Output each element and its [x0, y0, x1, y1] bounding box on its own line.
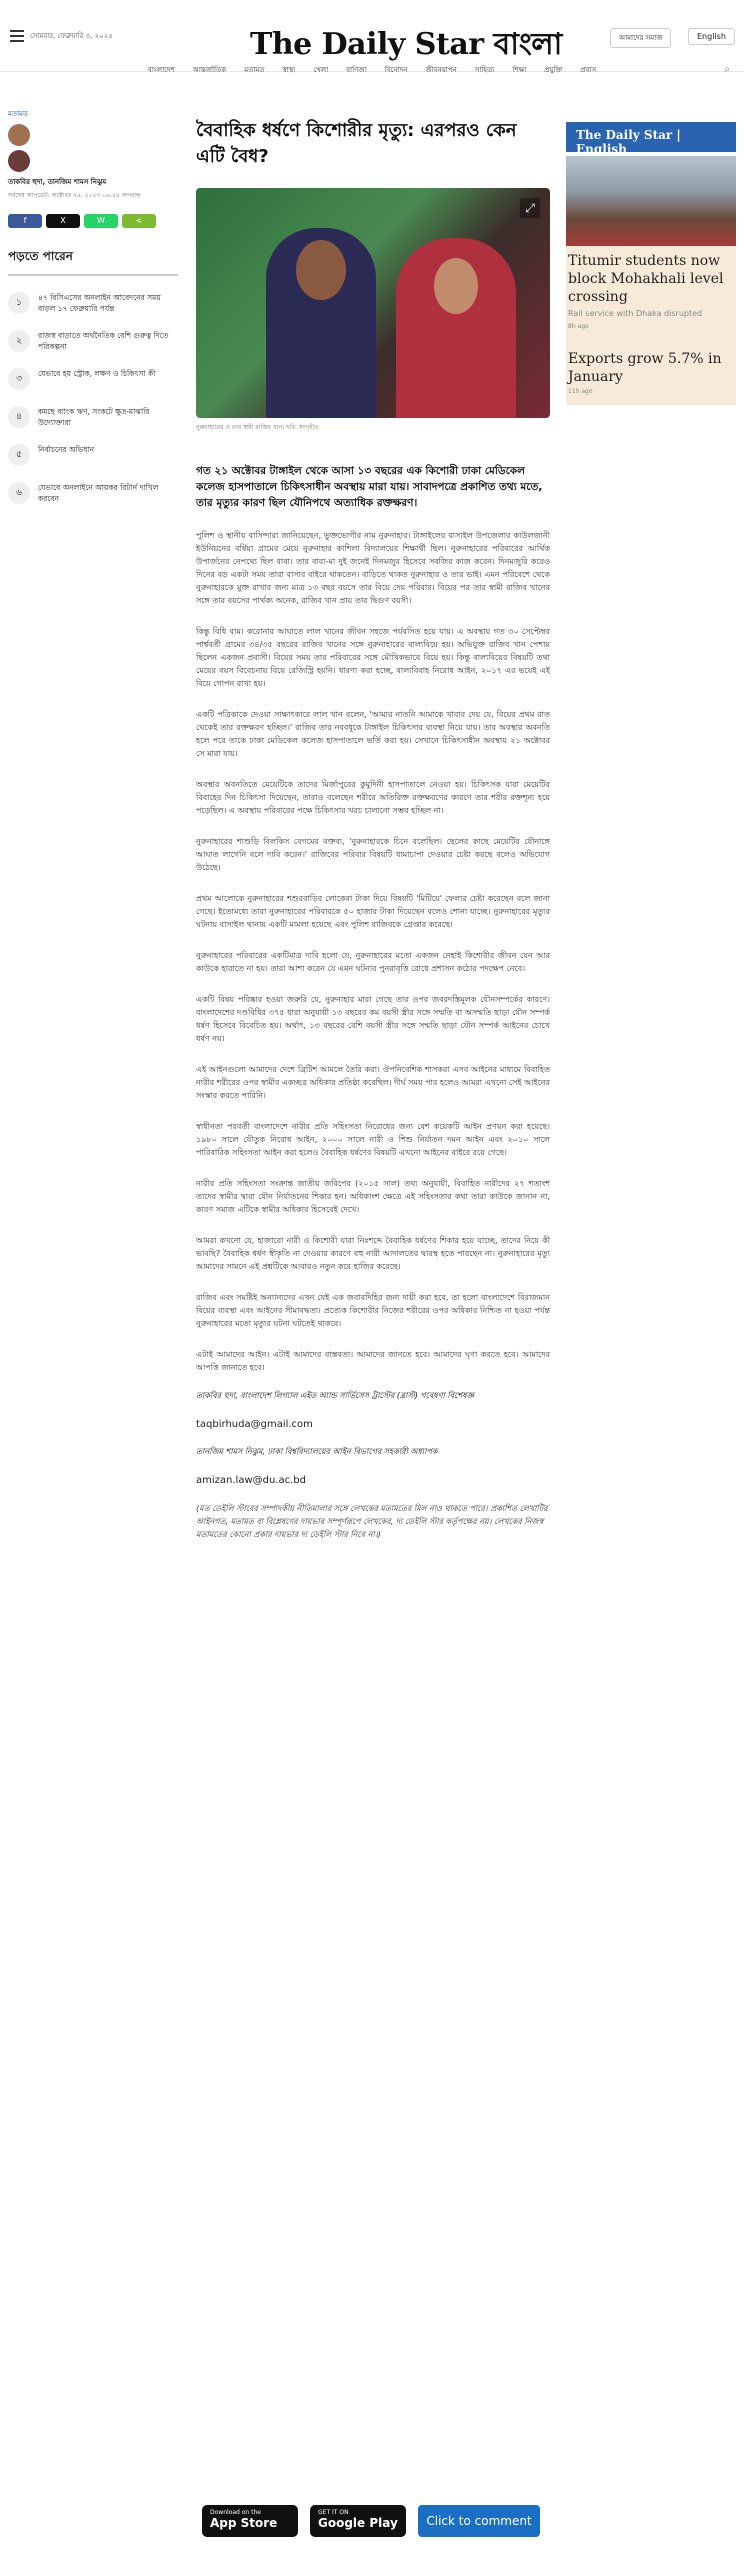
nav-item[interactable]: সাহিত্য: [474, 66, 495, 74]
main-nav: [0, 64, 744, 76]
avatar: [8, 150, 30, 172]
list-text[interactable]: যেভাবে অনলাইনে আয়কর রিটার্ন দাখিল করবেন: [38, 483, 159, 503]
list-item[interactable]: [8, 330, 178, 352]
list-text[interactable]: ৪৭ বিসিএসের অনলাইন আবেদনের সময় বাড়ল ১৭ ফেব্রুয়ারি পর্যন্ত: [38, 293, 161, 313]
photo-face: [296, 240, 346, 300]
photo-person: [266, 228, 376, 418]
article: [196, 118, 550, 1541]
article-paragraph: নুরুনাহারের শাশুড়ি বিলকিস বেগমের বক্তব্য, 'নুরুনাহারকে চিনে বলেছিল। ছেলের কাছে মেয়েটির যৌনাঙ্গে আঘাত লাগেনি বলে দাবি করেন।' রাজিবের পরিবার বিষয়টি ধামাচাপা দেওয়ার চেষ্টা করছে বলেও অভিযোগ উঠেছে।: [196, 837, 550, 872]
news-card-image[interactable]: [566, 156, 736, 246]
article-paragraph: কিন্তু বিধি বাম। করোনার আঘাতে লাল খানের জীবন সহজে পর্যবসিত হয়ে যায়। এ অবস্থায় গত ৩০ সেপ্টেম্বর পার্শ্ববর্তী গ্রামের ৩৪/৩৫ বছরের রাজিব খানের সঙ্গে নুরুনাহারের বাল্যবিয়ে হয়। অভিযুক্ত রাজিব খান পেশায় ছিলেন একজন প্রবাসী। বিয়ের সময় তার পরিবারের সঙ্গে মৌখিকভাবে বিয়ে হয়। কিন্তু বাল্যবিয়ের বিষয়টি তথা মেয়ের বয়স বিবেচনায় বিয়ে রেজিস্ট্রি হয়নি। ধারণা করা হচ্ছে, বাল্যবিবাহ নিরোধ আইন, ২০১৭ এর ভয়েই এই বিয়ে গোপন রাখা হয়।: [196, 627, 550, 688]
right-sidebar: [566, 122, 736, 405]
list-item[interactable]: [8, 482, 178, 504]
article-paragraph: নুরুনাহারের পরিবারের একটিমাত্র দাবি হলো যে, নুরুনাহারের মতো একজন নেহাই কিশোরীর জীবন যেন আর কাউকে হারাতে না হয়। তারা আশা করেন যে এমন ঘটনার পুনরাবৃত্তি রোধে প্রশাসন কঠোর পদক্ষেপ নেবে।: [196, 951, 550, 973]
english-promo-banner[interactable]: The Daily Star | English: [566, 122, 736, 152]
comment-button[interactable]: Click to comment: [418, 2505, 540, 2537]
list-item[interactable]: [8, 368, 178, 390]
article-paragraph: পুলিশ ও স্থানীয় বাসিন্দারা জানিয়েছেন, ভুক্তভোগীর নাম নুরুনাহার। টাঙ্গাইলের বাসাইল উপজেলার কাউলজানী ইউনিয়নের বর্ষিয়া গ্রামের মেয়ে নুরুনাহার কাশিলা বিদ্যালয়ের শিক্ষার্থী ছিল। নুরুনাহারের পরিবারের আর্থিক উপার্জনের নেপথ্যে ছিল বাবা। তার বাবা-মা দুই জনেই দিনমজুর হিসেবে সবজির কাজ করেন। দিনমজুরি করেও দিনের বড় একটা সময় তারা বাসার বাইরে থাকতেন। বাড়িতে থাকত নুরুনাহার ও তার ভাই। এমন পরিবেশে থেকে নুরুনাহারকে মুক্ত রাখার জন্য মাত্র ১৩ বছর বয়সে তার বিয়ে দেয় পরিবার। বিয়ের পর তার স্বামী রাজিব খানের সঙ্গে তার বয়সের পার্থক্য অনেক, রাজিব খান প্রায় তার দ্বিগুণ বয়সী।: [196, 531, 550, 605]
x-share-icon[interactable]: X: [46, 214, 80, 228]
search-icon[interactable]: ⌕: [724, 64, 730, 75]
avatar: [8, 124, 30, 146]
top-bar: [0, 0, 744, 75]
article-paragraph: প্রথম আলোকে নুরুনাহারের শশুরবাড়ির লোকেরা টাকা দিয়ে বিষয়টি 'মিটিয়ে' ফেলার চেষ্টা করেছেন বলে জানা গেছে। ইতোমধ্যে তারা নুরুনাহারের পরিবারকে ৫০ হাজার টাকা দিয়েছেন বলেও শোনা যাচ্ছে। নুরুনাহারের মৃত্যুর ঘটনায় বাসাইল থানায় একটি মামলা হয়েছে এবং পুলিশ রাজিবকে গ্রেপ্তার করেছে।: [196, 894, 550, 929]
store-big-label: Google Play: [318, 2516, 398, 2530]
app-download-bar: [202, 2505, 540, 2537]
article-paragraph: একটি বিষয় পরিষ্কার হওয়া জরুরি যে, নুরুনাহার মারা গেছে তার ওপর জবরদস্তিমূলক যৌনসম্পর্কের কারণে। বাংলাদেশের দণ্ডবিধির ৩৭৫ ধারা অনুযায়ী ১৩ বছরের কম বয়সী স্ত্রীর সঙ্গে সম্মতি বা অসম্মতি ছাড়া যৌন সম্পর্ক ধর্ষণ হিসেবে বিবেচিত হয়। অর্থাৎ, ১৩ বছরের বেশি বয়সী স্ত্রীর সঙ্গে সম্মতি ছাড়া যৌন সম্পর্ক আইনের চোখে ধর্ষণ নয়।: [196, 995, 550, 1043]
nav-item[interactable]: বিনোদন: [384, 66, 408, 74]
page-title: বৈবাহিক ধর্ষণে কিশোরীর মৃত্যু: এরপরও কেন এটি বৈধ?: [196, 120, 517, 167]
store-big-label: App Store: [210, 2516, 278, 2530]
list-number: ৪: [8, 406, 30, 428]
article-lead: গত ২১ অক্টোবর টাঙ্গাইল থেকে আসা ১৩ বছরের এক কিশোরী ঢাকা মেডিকেল কলেজ হাসপাতালে চিকিৎসাধীন অবস্থায় মারা যায়। সাবাদপত্রে প্রকাশিত তথ্য মতে, তার মৃত্যুর কারণ ছিল যৌনিপথে অত্যাধিক রক্তক্ষরণ।: [196, 465, 543, 509]
nav-item[interactable]: প্রবাস: [580, 66, 597, 74]
nav-item[interactable]: বাণিজ্য: [346, 66, 367, 74]
site-logo[interactable]: The Daily Star বাংলা: [250, 27, 562, 62]
photo-person: [396, 238, 516, 418]
google-play-button[interactable]: [310, 2505, 406, 2537]
nav-item[interactable]: স্বাস্থ্য: [282, 66, 296, 74]
news-card-title[interactable]: Exports grow 5.7% in January: [568, 351, 722, 385]
header-date: সোমবার, ফেব্রুয়ারি ৩, ২০২৫: [30, 32, 113, 40]
article-paragraph: একটি পত্রিকাকে দেওয়া সাক্ষাৎকারে লাল খান বলেন, 'আমার নাতনি আমাকে খাবার দেয় যে, বিয়ের প্রথম রাত থেকেই তার রক্তক্ষরণ হচ্ছিল।' রাজিব তার নববধূকে টাঙ্গাইল চিকিৎসার ব্যবস্থা নিয়ে যায়। তার অবস্থার অবনতি হলে পরে তাকে ঢাকা মেডিকেল কলেজ হাসপাতালে ভর্তি করা হয়। সেখানে চিকিৎসাধীন অবস্থায় ২১ অক্টোবর সে মারা যায়।: [196, 710, 550, 758]
list-number: ৫: [8, 444, 30, 466]
list-number: ৩: [8, 368, 30, 390]
whatsapp-share-icon[interactable]: W: [84, 214, 118, 228]
article-photo[interactable]: [196, 188, 550, 418]
photo-face: [434, 258, 478, 314]
nav-item[interactable]: প্রযুক্তি: [544, 66, 563, 74]
left-column: [8, 108, 178, 504]
article-paragraph: নারীর প্রতি সহিংসতা সংক্রান্ত জাতীয় জরিপের (২০১৫ সাল) তথ্য অনুযায়ী, বিবাহিত নারীদের ২৭ শতাংশ তাদের স্বামীর দ্বারা যৌন নির্যাতনের শিকার হন। অধিকাংশ ক্ষেত্রে এই সহিংসতার কথা তারা কাউকে জানান না, কারণ সমাজ এটিকে স্বামীর অধিকার হিসেবেই দেখে।: [196, 1179, 550, 1214]
news-card-subtitle: Rail service with Dhaka disrupted: [568, 309, 703, 318]
list-item[interactable]: [8, 292, 178, 314]
news-card[interactable]: [566, 156, 736, 405]
news-card-title[interactable]: Titumir students now block Mohakhali level crossing: [568, 253, 724, 305]
article-paragraph: স্বাধীনতা পরবর্তী বাংলাদেশে নারীর প্রতি সহিংসতা নিরোধের জন্য বেশ কয়েকটি আইন প্রণয়ন করা হয়েছে। ১৯৮০ সালে যৌতুক নিরোধ আইন, ২০০০ সালে নারী ও শিশু নির্যাতন দমন আইন এবং ২০১০ সালে পারিবারিক সহিংসতা আইন করা হলেও বৈবাহিক ধর্ষণের বিষয়টি এখনো আইনের বাইরে রয়ে গেছে।: [196, 1122, 550, 1157]
read-more-title: পড়তে পারেন: [8, 248, 178, 276]
list-number: ৬: [8, 482, 30, 504]
list-number: ২: [8, 330, 30, 352]
nav-item[interactable]: আন্তর্জাতিক: [192, 66, 227, 74]
list-item[interactable]: [8, 444, 178, 466]
nav-item[interactable]: খেলা: [313, 66, 329, 74]
disclaimer: (মত ডেইলি স্টারের সম্পাদকীয় নীতিমালার সঙ্গে লেখকের মতামতের মিল নাও থাকতে পারে। প্রকাশিত লেখাটির আইনগত, মতামত বা বিশ্লেষণের দায়ভার সম্পূর্ণরূপে লেখকের, দ্য ডেইলি স্টার কর্তৃপক্ষের নয়। লেখকের নিজস্ব মতামতের কোনো প্রকার দায়ভার দ্য ডেইলি স্টার নিবে না।): [196, 1504, 548, 1539]
subscribe-button[interactable]: আমাদের সমাজ: [610, 28, 671, 48]
article-paragraph: রাজিব এবং সমষ্টিই অন্যান্যদের এখন যেই এক জবাবদিহির জন্য দায়ী করা হবে, তা হলো বাংলাদেশে বিরাজমান বিয়ের ব্যবস্থা এবং আইনের সীমাবদ্ধতা। প্রত্যেক কিশোরীর নিজের শরীরের ওপর অধিকার নিশ্চিত না হওয়া পর্যন্ত নুরুনাহারের মতো মৃত্যুর ঘটনা ঘটতেই থাকবে।: [196, 1293, 550, 1328]
store-small-label: GET IT ON: [318, 2509, 349, 2516]
list-text[interactable]: রাজস্ব বাড়াতে অর্থনৈতিক বেশি গুরুত্ব দিতে পরিকল্পনা: [38, 331, 169, 351]
nav-item[interactable]: শিক্ষা: [512, 66, 527, 74]
menu-icon[interactable]: [10, 30, 24, 45]
list-text[interactable]: যেভাবে হয় স্ট্রোক, লক্ষণ ও চিকিৎসা কী: [38, 369, 156, 378]
article-paragraph: আমরা কখনো যে, হাজারো নারী ও কিশোরী যারা নিঃশব্দে বৈবাহিক ধর্ষণের শিকার হয়ে যাচ্ছে, তাদের নিয়ে কী ভাবছি? বৈবাহিক ধর্ষণ স্বীকৃতি না দেওয়ার কারণে বহু নারী আদালতের দ্বারস্থ হতে পারছেন না। নুরুনাহারের মৃত্যু আমাদের সামনে এই প্রশ্নটিকে আবারও নতুন করে হাজির করেছে।: [196, 1236, 550, 1271]
publish-meta: সর্বশেষ আপডেট: অক্টোবর ২৫, ২০২৩ ০৬:৫৪ অপরাহ্ন: [8, 192, 141, 199]
section-label[interactable]: মতামত: [8, 110, 29, 118]
news-card-time: 11h ago: [568, 388, 593, 395]
author-bio: তানজিম শামস নিঝুম, ঢাকা বিশ্ববিদ্যালয়ের আইন বিভাগের সহকারী অধ্যাপক: [196, 1447, 438, 1456]
share-bar: [8, 214, 178, 228]
language-button[interactable]: English: [688, 28, 735, 45]
list-text[interactable]: নির্বাচনের অভিধান: [38, 445, 95, 454]
list-number: ১: [8, 292, 30, 314]
list-text[interactable]: কমছে ব্যাংক ঋণ, সংকটে ক্ষুদ্র-মাঝারি উদ্যোক্তারা: [38, 407, 150, 427]
author-email[interactable]: amizan.law@du.ac.bd: [196, 1475, 306, 1486]
author-names[interactable]: তাকবির হুদা, তানজিম শামস নিঝুম: [8, 178, 107, 186]
news-card-time: 8h ago: [568, 323, 589, 330]
nav-item[interactable]: বাংলাদেশ: [147, 66, 175, 74]
expand-icon[interactable]: ⤢: [520, 198, 540, 218]
share-icon[interactable]: <: [122, 214, 156, 228]
article-paragraph: এটাই আমাদের আইন। এটাই আমাদের বাস্তবতা। আমাদের জানতে হবে। আমাদের ঘৃণা করতে হবে। আমাদের আপত্তি জানাতে হবে।: [196, 1350, 550, 1372]
author-bio: তাকবির হুদা, বাংলাদেশ লিগ্যাল এইড অ্যান্ড সার্ভিসেস ট্রাস্টের (ব্লাস্ট) গবেষণা বিশেষজ্ঞ: [196, 1391, 475, 1400]
nav-item[interactable]: জীবনযাপন: [425, 66, 457, 74]
article-paragraph: এই আইনগুলো আমাদের দেশে ব্রিটিশ আমলে তৈরি করা। ঔপনিবেশিক শাসকরা এসব আইনের মাধ্যমে বিবাহিত নারীর শরীরের ওপর স্বামীর একচ্ছত্র অধিকার প্রতিষ্ঠা করেছিল। দীর্ঘ সময় পার হলেও আমরা এখনো সেই আইনের সংস্কার করতে পারিনি।: [196, 1065, 550, 1100]
list-item[interactable]: [8, 406, 178, 428]
store-small-label: Download on the: [210, 2509, 261, 2516]
article-paragraph: অবস্থার অবনতিতে মেয়েটিকে তাদের মির্জাপুরের কুমুদিনী হাসপাতালে নেওয়া হয়। চিকিৎসক যারা মেয়েটির বিবাহের দিন চিকিৎসা দিয়েছেন, তারাও বলেছেন শরীরে অতিরিক্ত রক্তক্ষরণের কারণে তার শরীর রক্তশূন্য হয়ে পড়েছিল। এ অবস্থায় পরিবারের পক্ষে চিকিৎসার খরচ চালানো সম্ভব হচ্ছিল না।: [196, 780, 550, 815]
app-store-button[interactable]: [202, 2505, 298, 2537]
nav-item[interactable]: মতামত: [244, 66, 265, 74]
photo-caption: নুরুনাহারের ও তার স্বামী রাজিব খান। ছবি: সংগৃহীত: [196, 424, 319, 431]
facebook-share-icon[interactable]: f: [8, 214, 42, 228]
author-email[interactable]: taqbirhuda@gmail.com: [196, 1419, 313, 1430]
